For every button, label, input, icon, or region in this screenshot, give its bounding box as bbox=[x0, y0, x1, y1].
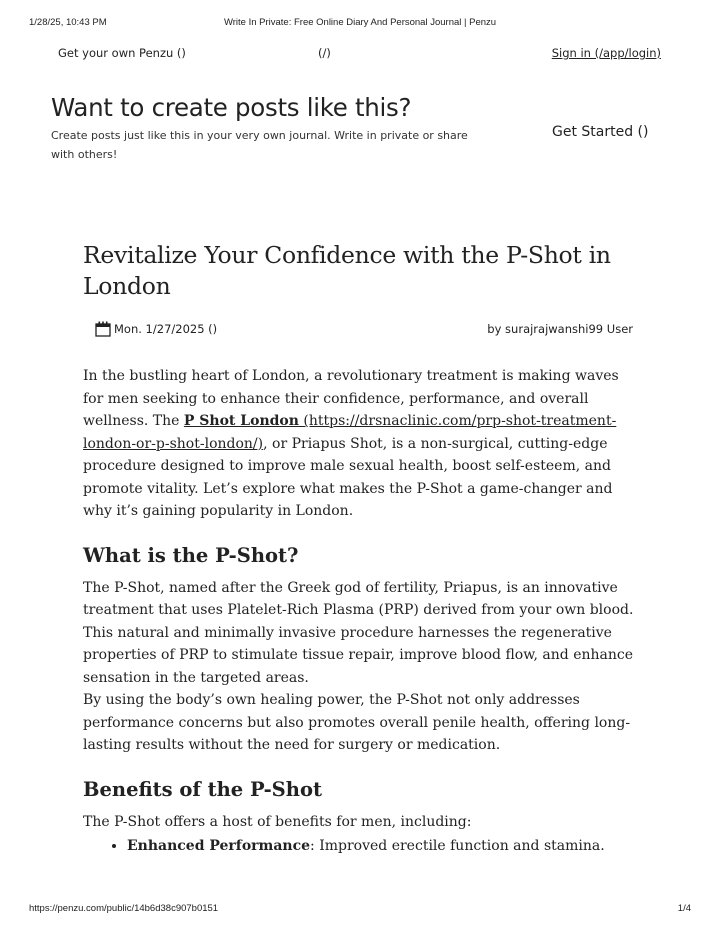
intro-text-before: In the bustling heart of London, a revolutionary treatment is making waves for men seeking to enhance their confidence, performance, and overall wellness. The bbox=[83, 368, 619, 429]
print-page-title: Write In Private: Free Online Diary And Personal Journal | Penzu bbox=[223, 17, 497, 28]
intro-paragraph bbox=[83, 365, 643, 523]
intro-text-after: , or Priapus Shot, is a non-surgical, cutting-edge procedure designed to improve male sexual health, boost self-esteem, and promote vitality. Let’s explore what makes the P-Shot a game-changer and why it’s gaining popularity in London. bbox=[83, 435, 613, 519]
post-date: Mon. 1/27/2025 () bbox=[114, 322, 218, 336]
get-started-button[interactable]: Get Started () bbox=[552, 124, 649, 140]
get-own-penzu-link[interactable]: Get your own Penzu () bbox=[58, 46, 186, 60]
print-url: https://penzu.com/public/14b6d38c907b0151 bbox=[29, 903, 219, 914]
print-footer bbox=[0, 903, 720, 917]
benefit-title: Enhanced Performance bbox=[127, 838, 311, 854]
print-page-number: 1/4 bbox=[677, 903, 691, 914]
cta-banner bbox=[51, 93, 671, 164]
cta-heading: Want to create posts like this? bbox=[51, 93, 412, 122]
benefit-text: : Improved erectile function and stamina. bbox=[310, 838, 605, 854]
section2-intro: The P-Shot offers a host of benefits for men, including: bbox=[83, 813, 472, 830]
section-heading-benefits: Benefits of the P-Shot bbox=[83, 777, 322, 801]
post-meta bbox=[95, 321, 635, 339]
section1-paragraph-2: By using the body’s own healing power, the P-Shot not only addresses performance concerns but also promotes overall penile health, offering long-lasting results without the need for surgery or medication. bbox=[83, 692, 631, 753]
calendar-icon bbox=[95, 321, 111, 337]
home-link[interactable]: (/) bbox=[318, 46, 331, 60]
benefits-list bbox=[127, 835, 643, 858]
top-navbar bbox=[0, 46, 720, 66]
cta-description: Create posts just like this in your very own journal. Write in private or share with others! bbox=[51, 129, 468, 161]
link-bold-text: P Shot London bbox=[183, 413, 299, 429]
post-title: Revitalize Your Confidence with the P-Shot in London bbox=[83, 241, 611, 300]
post-body bbox=[83, 365, 643, 858]
list-item bbox=[127, 835, 643, 858]
post-header bbox=[83, 240, 638, 302]
print-datetime: 1/28/25, 10:43 PM bbox=[29, 17, 107, 28]
link-url-text: (https://drsnaclinic.com/prp-shot-treatment-london-or-p-shot-london/) bbox=[83, 413, 617, 452]
print-header bbox=[0, 17, 720, 31]
section-heading-what-is: What is the P-Shot? bbox=[83, 543, 299, 567]
section1-paragraph-1: The P-Shot, named after the Greek god of fertility, Priapus, is an innovative treatment that uses Platelet-Rich Plasma (PRP) derived from your own blood. This natural and minimally invasive procedure harnesses the regenerative properties of PRP to stimulate tissue repair, improve blood flow, and enhance sensation in the targeted areas. bbox=[83, 579, 634, 686]
post-author: by surajrajwanshi99 User bbox=[487, 322, 633, 336]
sign-in-link[interactable]: Sign in (/app/login) bbox=[551, 46, 661, 60]
